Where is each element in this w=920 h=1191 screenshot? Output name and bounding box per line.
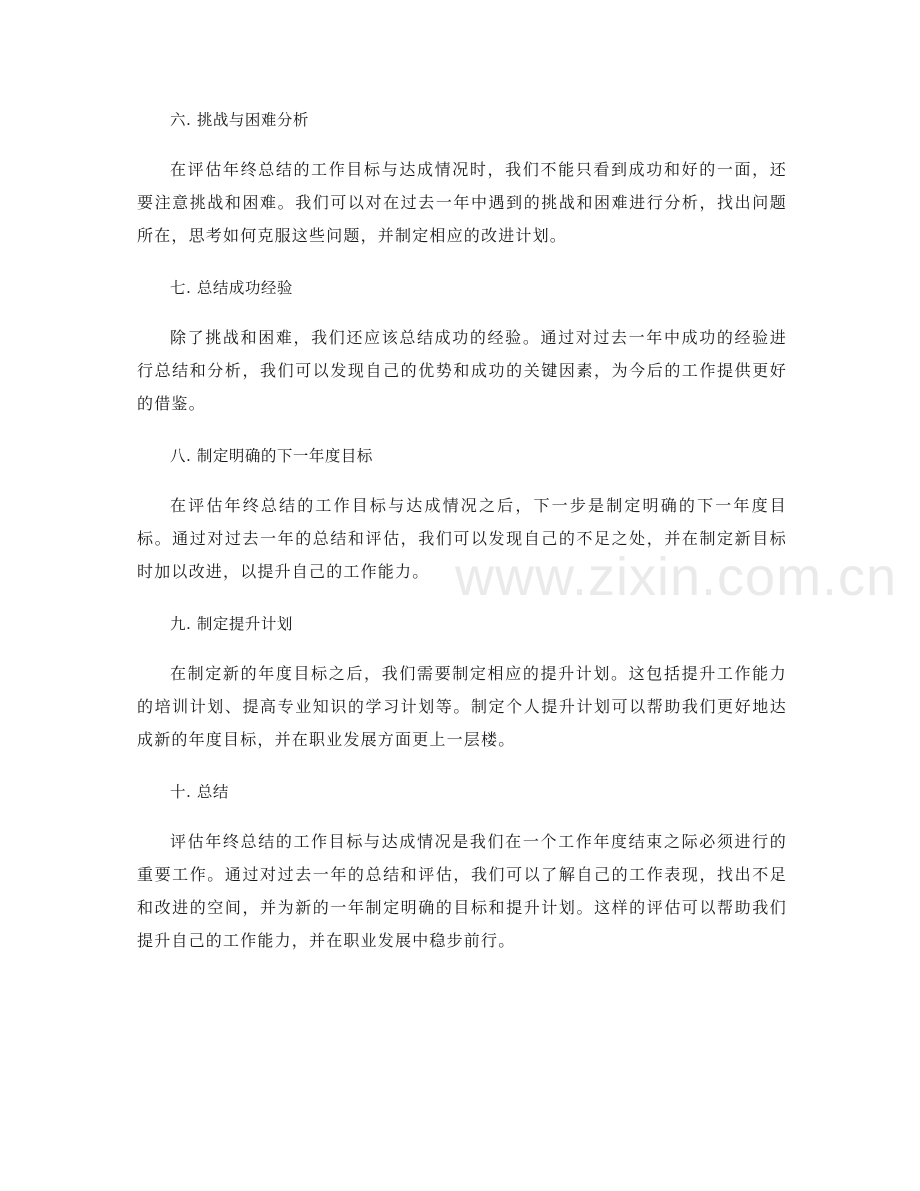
section-10: [137, 776, 787, 957]
watermark: www.zixin.com.cn: [455, 547, 898, 607]
section-7: [137, 272, 787, 420]
section-heading: 七. 总结成功经验: [170, 279, 293, 297]
document-content: [137, 104, 787, 977]
section-paragraph: 评估年终总结的工作目标与达成情况是我们在一个工作年度结束之际必须进行的重要工作。通过对过去一年的总结和评估，我们可以了解自己的工作表现，找出不足和改进的空间，并为新的一年制定明确的目标和提升计划。这样的评估可以帮助我们提升自己的工作能力，并在职业发展中稳步前行。: [137, 832, 787, 950]
section-heading: 八. 制定明确的下一年度目标: [170, 447, 373, 465]
section-paragraph: 在评估年终总结的工作目标与达成情况之后，下一步是制定明确的下一年度目标。通过对过去一年的总结和评估，我们可以发现自己的不足之处，并在制定新目标时加以改进，以提升自己的工作能力。: [137, 496, 787, 581]
section-heading: 六. 挑战与困难分析: [170, 111, 309, 129]
section-paragraph: 在制定新的年度目标之后，我们需要制定相应的提升计划。这包括提升工作能力的培训计划、提高专业知识的学习计划等。制定个人提升计划可以帮助我们更好地达成新的年度目标，并在职业发展方面更上一层楼。: [137, 664, 787, 749]
section-heading: 十. 总结: [170, 783, 229, 801]
section-paragraph: 在评估年终总结的工作目标与达成情况时，我们不能只看到成功和好的一面，还要注意挑战和困难。我们可以对在过去一年中遇到的挑战和困难进行分析，找出问题所在，思考如何克服这些问题，并制定相应的改进计划。: [137, 160, 787, 245]
section-heading: 九. 制定提升计划: [170, 615, 293, 633]
section-6: [137, 104, 787, 252]
section-8: [137, 440, 787, 588]
section-paragraph: 除了挑战和困难，我们还应该总结成功的经验。通过对过去一年中成功的经验进行总结和分析，我们可以发现自己的优势和成功的关键因素，为今后的工作提供更好的借鉴。: [137, 328, 787, 413]
section-9: [137, 608, 787, 756]
